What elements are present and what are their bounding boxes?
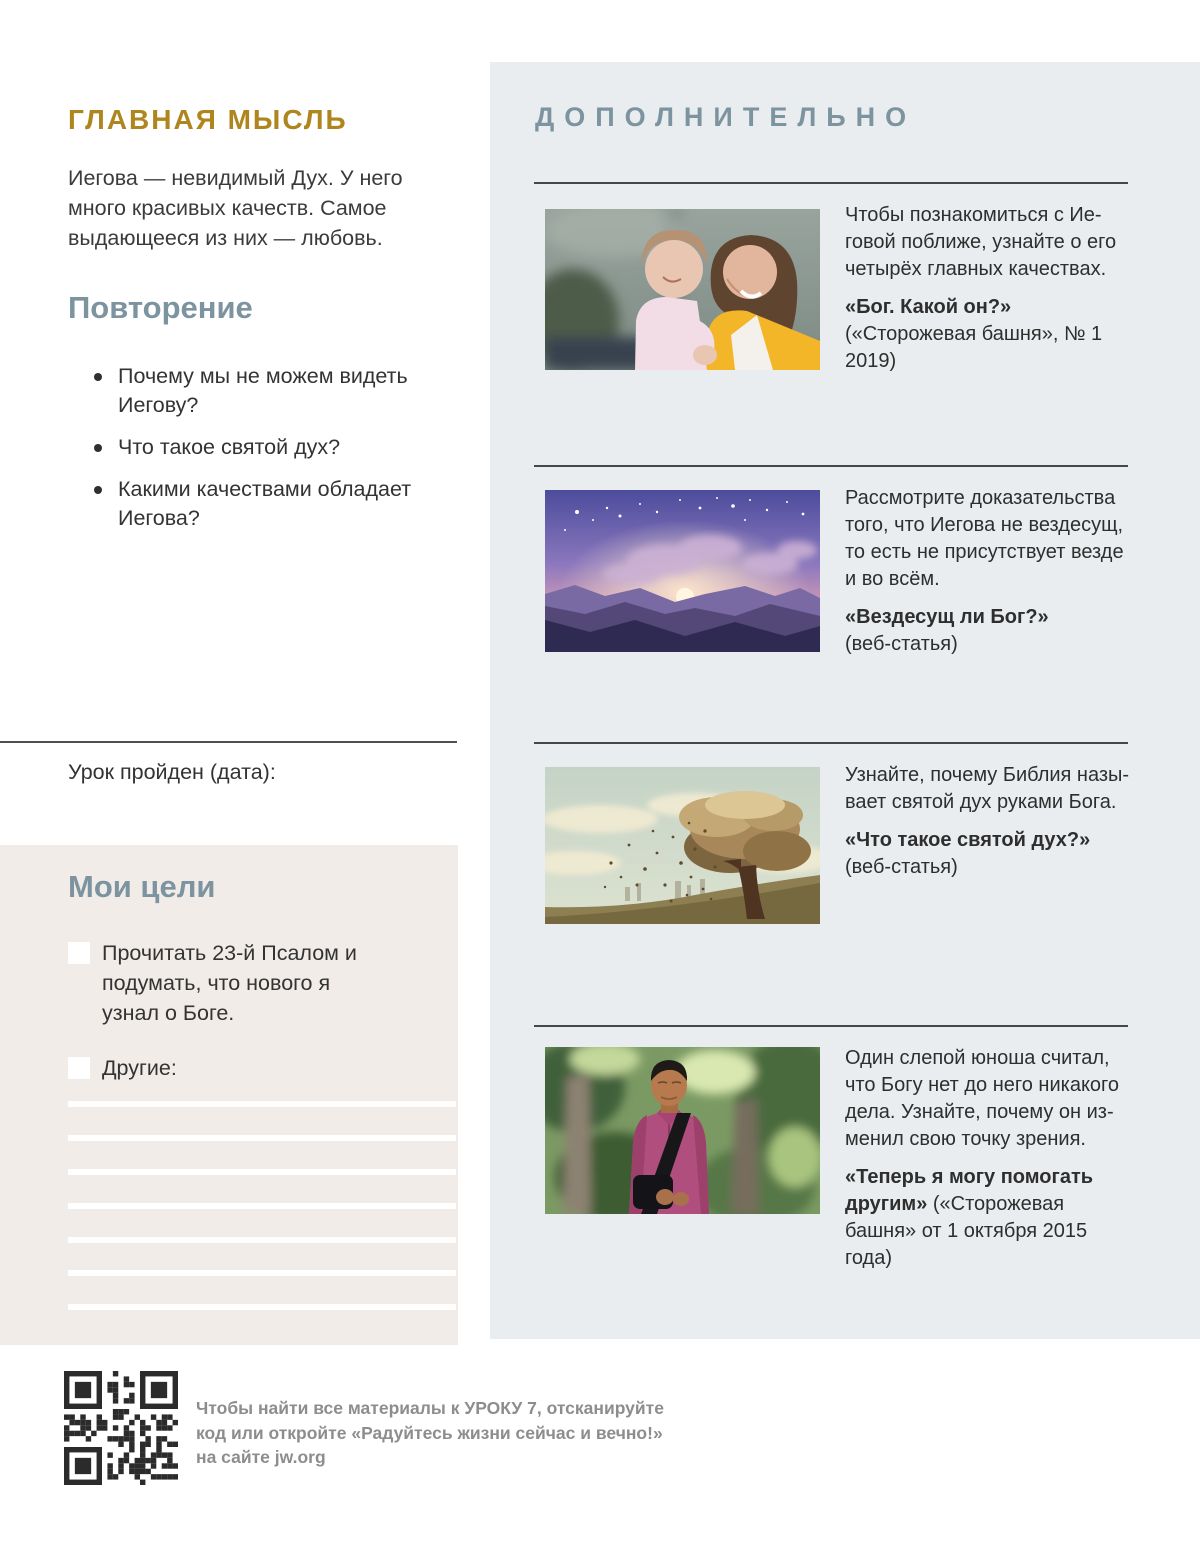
goal-label: Другие: [102,1056,177,1080]
extra-item-title: «Бог. Какой он?» [845,296,1012,318]
extra-item-text: Чтобы познакомиться с Иеговой поближе, узнайте о его четырёх главных качествах. [845,204,1117,280]
extra-item-god-qualities [534,182,1128,467]
bullet-icon [94,373,102,381]
extra-item-text: Рассмотрите доказательства того, что Иегова не вездесущ, то есть не присутствует везде и во всём. [845,487,1124,590]
review-question-text: Что такое святой дух? [118,435,341,459]
extra-item-source: («Сторожевая башня» от 1 октября 2015 года) [845,1193,1088,1269]
goal-checkbox[interactable] [68,942,90,964]
goal-item [68,1053,364,1083]
tree-in-wind-illustration [545,767,820,924]
my-goals-box [0,845,458,1345]
extra-item-blind-man [534,1025,1128,1327]
extra-item-title: «Вездесущ ли Бог?» [845,606,1049,628]
goal-item [68,938,364,1028]
goal-label: Прочитать 23-й Псалом и подумать, что нового я узнал о Боге. [102,941,357,1025]
writing-line[interactable] [68,1169,456,1175]
extra-item-omnipresence [534,465,1128,744]
review-question [92,362,437,420]
review-question [92,475,437,533]
writing-line[interactable] [68,1101,456,1107]
sunrise-mountains-illustration [545,490,820,652]
goal-checkbox[interactable] [68,1057,90,1079]
review-questions-list [92,362,437,546]
review-question-text: Почему мы не можем видеть Иегову? [118,364,408,417]
writing-line[interactable] [68,1203,456,1209]
mother-and-child-photo [545,209,820,370]
writing-line[interactable] [68,1237,456,1243]
review-question-text: Какими качествами обладает Иегова? [118,477,412,530]
lesson-completed-label: Урок пройден (дата): [68,760,276,784]
additional-title: ДОПОЛНИТЕЛЬНО [535,102,917,132]
extra-item-source: (веб-статья) [845,856,958,878]
qr-code [64,1371,178,1485]
writing-line[interactable] [68,1135,456,1141]
review-title: Повторение [68,290,253,325]
divider [0,741,457,743]
bullet-icon [94,444,102,452]
blind-man-photo [545,1047,820,1214]
footer-line: Чтобы найти все материалы к УРОКУ 7, отсканируйте [196,1398,664,1418]
additional-panel [490,62,1200,1339]
extra-item-text: Узнайте, почему Библия называет святой дух руками Бога. [845,764,1130,813]
extra-item-text: Один слепой юноша считал, что Богу нет до него никакого дела. Узнайте, почему он изменил свою точку зрения. [845,1047,1120,1150]
review-question [92,433,437,462]
extra-item-holy-spirit [534,742,1128,1027]
extra-item-title: «Что такое святой дух?» [845,829,1091,851]
extra-item-source: (веб-статья) [845,633,958,655]
footer-line: код или откройте «Радуйтесь жизни сейчас и вечно!» [196,1422,663,1443]
main-idea-text: Иегова — невидимый Дух. У него много красивых качеств. Самое выдающееся из них — любовь. [68,166,403,250]
bullet-icon [94,486,102,494]
writing-lines-area[interactable] [68,1101,456,1319]
writing-line[interactable] [68,1304,456,1310]
writing-line[interactable] [68,1270,456,1276]
footer-line: на сайте jw.org [196,1447,326,1467]
main-idea-title: ГЛАВНАЯ МЫСЛЬ [68,104,348,135]
extra-item-title: «Теперь я могу помогать другим» [845,1166,1094,1215]
goals-title: Мои цели [68,869,216,904]
extra-item-source: («Сторожевая башня», № 1 2019) [845,323,1103,372]
footer-note [196,1396,736,1470]
